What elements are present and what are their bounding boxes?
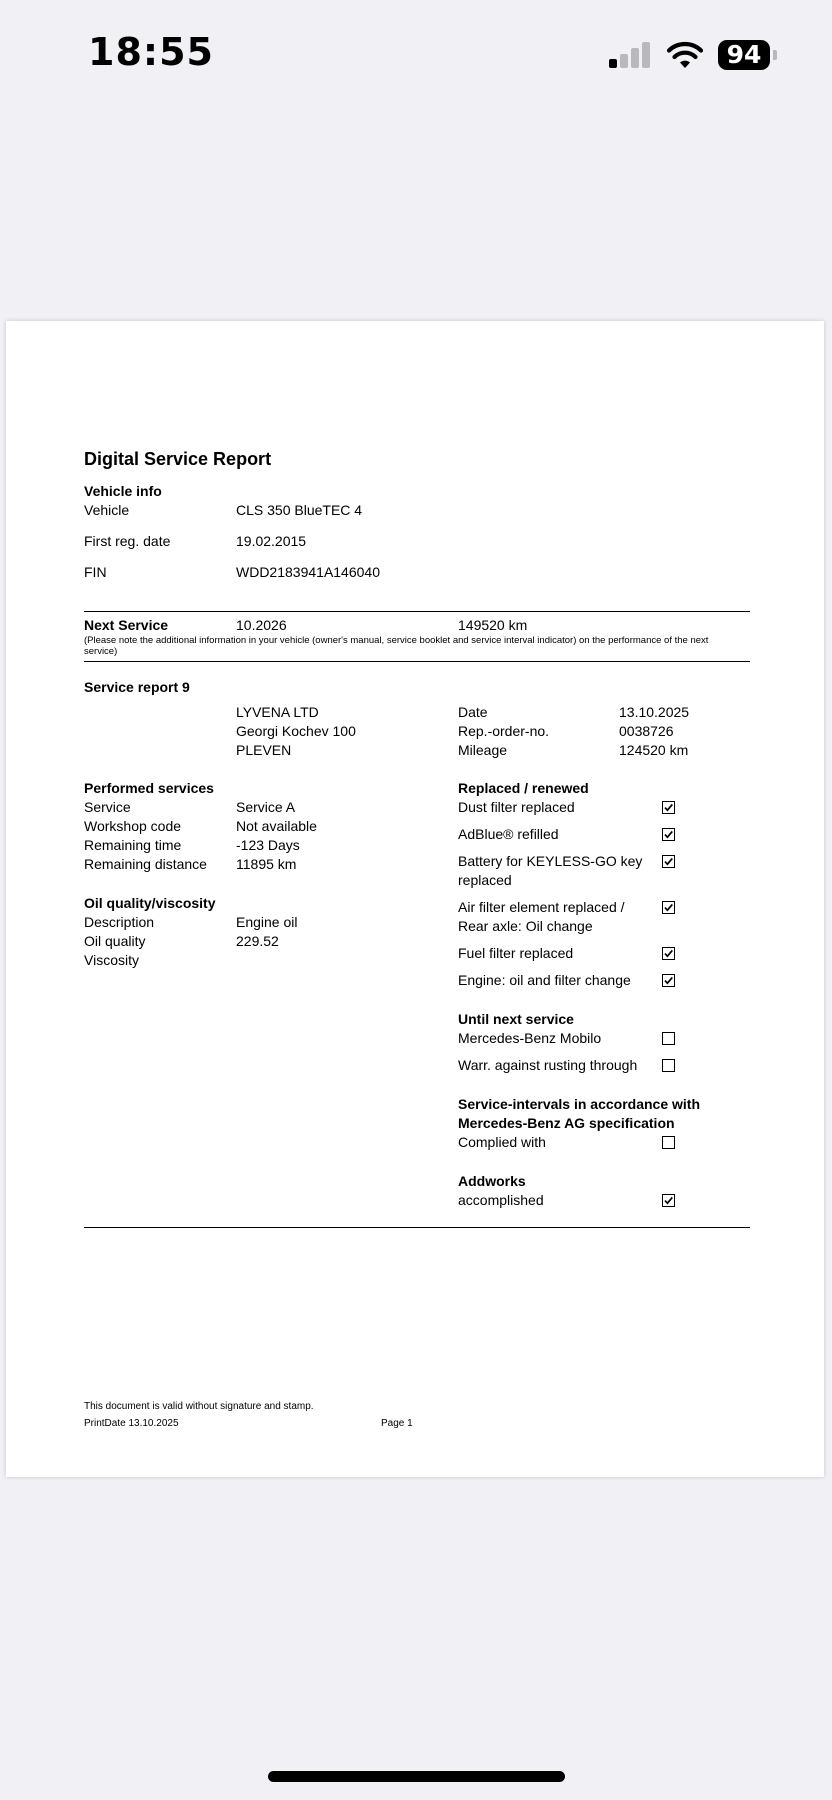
checkmark-icon xyxy=(663,902,674,913)
remaining-distance-label: Remaining distance xyxy=(84,856,207,872)
fin-value: WDD2183941A146040 xyxy=(236,564,380,580)
replaced-item-label: AdBlue® refilled xyxy=(458,826,559,842)
checkmark-icon xyxy=(663,856,674,867)
checkmark-icon xyxy=(663,829,674,840)
workshop-street: Georgi Kochev 100 xyxy=(236,723,356,739)
rep-order-label: Rep.-order-no. xyxy=(458,723,550,739)
workshop-code-value: Not available xyxy=(236,818,317,834)
status-time: 18:55 xyxy=(88,30,214,74)
fuel-filter-checkbox[interactable] xyxy=(662,947,675,960)
intervals-heading: Service-intervals in accordance with xyxy=(458,1096,700,1112)
wifi-icon xyxy=(666,40,704,70)
fin-label: FIN xyxy=(84,564,107,580)
next-service-label: Next Service xyxy=(84,617,169,633)
next-service-date: 10.2026 xyxy=(236,617,287,633)
page-number: Page 1 xyxy=(381,1418,413,1429)
mobilo-checkbox[interactable] xyxy=(662,1032,675,1045)
battery-level: 94 xyxy=(718,40,770,70)
remaining-distance-value: 11895 km xyxy=(236,856,297,872)
cellular-signal-icon xyxy=(609,42,651,68)
date-label: Date xyxy=(458,704,488,720)
battery-icon xyxy=(718,40,780,70)
validity-note: This document is valid without signature and stamp. xyxy=(84,1401,314,1412)
replaced-item-label-cont: replaced xyxy=(458,872,512,888)
air-filter-checkbox[interactable] xyxy=(662,901,675,914)
workshop-code-label: Workshop code xyxy=(84,818,182,834)
first-reg-label: First reg. date xyxy=(84,533,171,549)
print-date: PrintDate 13.10.2025 xyxy=(84,1418,179,1429)
checkmark-icon xyxy=(663,1195,674,1206)
complied-label: Complied with xyxy=(458,1134,546,1150)
until-next-heading: Until next service xyxy=(458,1011,574,1027)
divider xyxy=(84,611,750,612)
service-report-document[interactable] xyxy=(6,321,824,1477)
workshop-city: PLEVEN xyxy=(236,742,292,758)
replaced-item-label: Dust filter replaced xyxy=(458,799,575,815)
report-title: Digital Service Report xyxy=(84,449,272,469)
service-report-heading: Service report 9 xyxy=(84,679,190,695)
addworks-heading: Addworks xyxy=(458,1173,526,1189)
divider xyxy=(84,661,750,662)
mileage-label: Mileage xyxy=(458,742,508,758)
replaced-item-label: Air filter element replaced / xyxy=(458,899,625,915)
replaced-item-label: Fuel filter replaced xyxy=(458,945,574,961)
rust-warranty-label: Warr. against rusting through xyxy=(458,1057,638,1073)
description-label: Description xyxy=(84,914,155,930)
replaced-item-label-cont: Rear axle: Oil change xyxy=(458,918,593,934)
service-label: Service xyxy=(84,799,131,815)
performed-services-heading: Performed services xyxy=(84,780,214,796)
vehicle-label: Vehicle xyxy=(84,502,130,518)
next-service-km: 149520 km xyxy=(458,617,528,633)
workshop-name: LYVENA LTD xyxy=(236,704,319,720)
engine-oil-checkbox[interactable] xyxy=(662,974,675,987)
rust-warranty-checkbox[interactable] xyxy=(662,1059,675,1072)
remaining-time-label: Remaining time xyxy=(84,837,182,853)
intervals-heading-cont: Mercedes-Benz AG specification xyxy=(458,1115,675,1131)
replaced-item-label: Engine: oil and filter change xyxy=(458,972,631,988)
remaining-time-value: -123 Days xyxy=(236,837,300,853)
checkmark-icon xyxy=(663,948,674,959)
accomplished-checkbox[interactable] xyxy=(662,1194,675,1207)
vehicle-value: CLS 350 BlueTEC 4 xyxy=(236,502,363,518)
adblue-checkbox[interactable] xyxy=(662,828,675,841)
next-service-note: (Please note the additional information in your vehicle (owner's manual, service booklet and service interval indicator) on the performance of the next service) xyxy=(84,635,709,657)
oil-quality-value: 229.52 xyxy=(236,933,279,949)
keyless-battery-checkbox[interactable] xyxy=(662,855,675,868)
service-value: Service A xyxy=(236,799,296,815)
mileage-value: 124520 km xyxy=(619,742,689,758)
complied-checkbox[interactable] xyxy=(662,1136,675,1149)
first-reg-value: 19.02.2015 xyxy=(236,533,307,549)
oil-quality-label: Oil quality xyxy=(84,933,146,949)
accomplished-label: accomplished xyxy=(458,1192,544,1208)
oil-heading: Oil quality/viscosity xyxy=(84,895,216,911)
dust-filter-checkbox[interactable] xyxy=(662,801,675,814)
vehicle-info-heading: Vehicle info xyxy=(84,483,162,499)
checkmark-icon xyxy=(663,975,674,986)
viscosity-label: Viscosity xyxy=(84,952,139,968)
mobilo-label: Mercedes-Benz Mobilo xyxy=(458,1030,602,1046)
description-value: Engine oil xyxy=(236,914,298,930)
date-value: 13.10.2025 xyxy=(619,704,690,720)
status-bar xyxy=(0,0,832,110)
rep-order-value: 0038726 xyxy=(619,723,674,739)
divider xyxy=(84,1227,750,1228)
replaced-item-label: Battery for KEYLESS-GO key xyxy=(458,853,643,869)
checkmark-icon xyxy=(663,802,674,813)
replaced-heading: Replaced / renewed xyxy=(458,780,589,796)
home-indicator[interactable] xyxy=(268,1771,565,1782)
